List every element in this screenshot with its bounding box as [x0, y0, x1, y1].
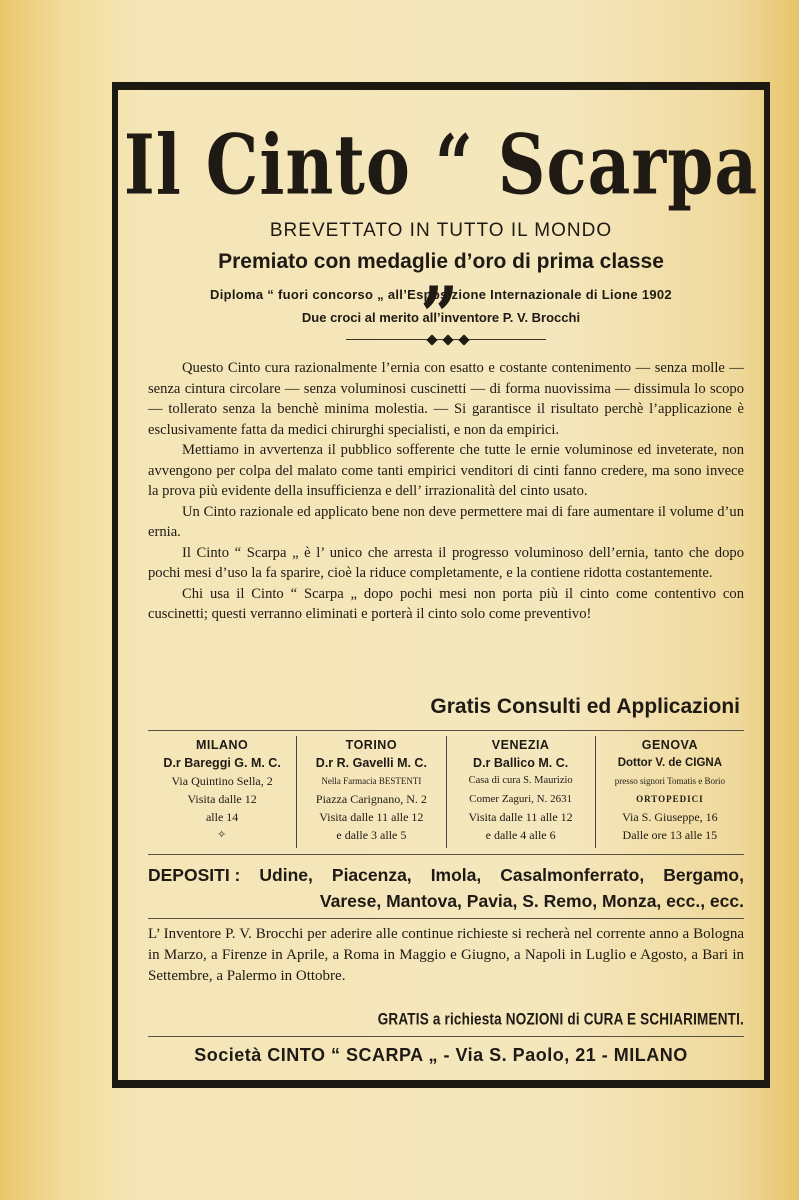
paragraph: Un Cinto razionale ed applicato bene non deve permettere mai di fare aumentare il volume d’un ernia. [148, 503, 744, 540]
city-column-venezia [446, 736, 595, 848]
cities-table [148, 736, 744, 848]
city-name: VENEZIA [491, 738, 550, 752]
doctor-name: D.r Bareggi G. M. C. [163, 756, 281, 770]
paragraph: Il Cinto “ Scarpa „ è l’ unico che arresta il progresso voluminoso dell’ernia, tanto che dopo pochi mesi d’uso la fa sparire, cioè la riduce completamente, e la contiene ridotta costantemente. [148, 544, 744, 581]
depositi-label: DEPOSITI : [148, 865, 241, 885]
advertisement-page [112, 82, 770, 1088]
gratis-consulti-heading: Gratis Consulti ed Applicazioni [430, 695, 740, 718]
city-line: alle 14 [205, 810, 239, 824]
city-column-torino [296, 736, 445, 848]
divider [148, 730, 744, 731]
city-line: Comer Zaguri, N. 2631 [469, 793, 573, 805]
city-line: Nella Farmacia BESTENTI [321, 776, 422, 786]
award-line: Premiato con medaglie d’oro di prima classe [218, 250, 664, 273]
city-line: e dalle 4 alle 6 [485, 828, 556, 842]
divider [148, 854, 744, 855]
city-line: Via Quintino Sella, 2 [171, 774, 273, 788]
city-line: Via S. Giuseppe, 16 [622, 810, 718, 824]
city-line: Casa di cura S. Maurizio [468, 775, 573, 786]
body-text [148, 358, 744, 625]
company-address: Società CINTO “ SCARPA „ - Via S. Paolo, 21 - MILANO [194, 1045, 688, 1065]
city-column-genova [595, 736, 744, 848]
city-name: TORINO [345, 738, 398, 752]
city-line: Piazza Carignano, N. 2 [315, 792, 427, 806]
depositi-city: Bergamo, [663, 865, 744, 885]
ornament-divider [346, 336, 546, 344]
ornament-icon: ✧ [217, 829, 228, 841]
city-line: ORTOPEDICI [636, 794, 704, 804]
depositi-line-2: Varese, Mantova, Pavia, S. Remo, Monza, ecc., ecc. [319, 891, 744, 911]
city-column-milano [148, 736, 296, 848]
doctor-name: D.r R. Gavelli M. C. [315, 756, 427, 770]
ad-title: Il Cinto “ Scarpa „ [123, 115, 759, 319]
divider [148, 918, 744, 919]
doctor-name: Dottor V. de CIGNA [617, 757, 723, 769]
city-line: e dalle 3 alle 5 [336, 828, 407, 842]
depositi-city: Imola, [430, 865, 482, 885]
paragraph: Chi usa il Cinto “ Scarpa „ dopo pochi mesi non porta più il cinto come contentivo con cuscinetti; questi verranno eliminati e porterà il cinto solo come preventivo! [148, 585, 744, 622]
depositi-city: Udine, [259, 865, 313, 885]
paragraph: Mettiamo in avvertenza il pubblico sofferente che tutte le ernie voluminose ed inveterate, non avvengono per colpa del malato come tanti empirici venditori di cinti fanno credere, ma sono invece la prova più evidente della insufficienza e dell’ irrazionalità del cinto usato. [148, 442, 744, 499]
diploma-line: Diploma “ fuori concorso „ all’Esposizione Internazionale di Lione 1902 [210, 287, 672, 302]
inventore-notice: L’ Inventore P. V. Brocchi per aderire alle continue richieste si recherà nel corrente anno a Bologna in Marzo, a Firenze in Aprile, a Roma in Maggio e Giugno, a Napoli in Luglio e Agosto, a Bari in Settembre, a Palermo in Ottobre. [148, 926, 744, 984]
city-line: presso signori Tomatis e Borio [614, 776, 725, 786]
city-line: Visita dalle 11 alle 12 [319, 810, 424, 824]
city-name: MILANO [195, 738, 249, 752]
depositi-section [148, 862, 744, 914]
city-line: Dalle ore 13 alle 15 [622, 828, 718, 842]
crosses-line: Due croci al merito all’inventore P. V. Brocchi [301, 310, 581, 325]
depositi-city: Piacenza, [331, 865, 412, 885]
depositi-city: Casalmonferrato, [500, 865, 645, 885]
patent-subtitle: BREVETTATO IN TUTTO IL MONDO [269, 220, 613, 241]
city-name: GENOVA [641, 738, 698, 752]
city-line: Visita dalle 12 [187, 792, 257, 806]
divider [148, 1036, 744, 1037]
gratis-richiesta: GRATIS a richiesta NOZIONI di CURA E SCHIARIMENTI. [377, 1010, 744, 1028]
doctor-name: D.r Ballico M. C. [473, 756, 569, 770]
paragraph: Questo Cinto cura razionalmente l’ernia con esatto e costante contenimento — senza molle — senza cintura circolare — senza voluminosi cuscinetti — di forma nuovissima — dissimula lo scopo — tollerato senza la benchè minima molestia. — Si garantisce il risultato perchè l’applicazione è esclusivamente fatta da medici chirurghi specialisti, e non da empirici. [148, 360, 744, 438]
city-line: Visita dalle 11 alle 12 [468, 810, 573, 824]
